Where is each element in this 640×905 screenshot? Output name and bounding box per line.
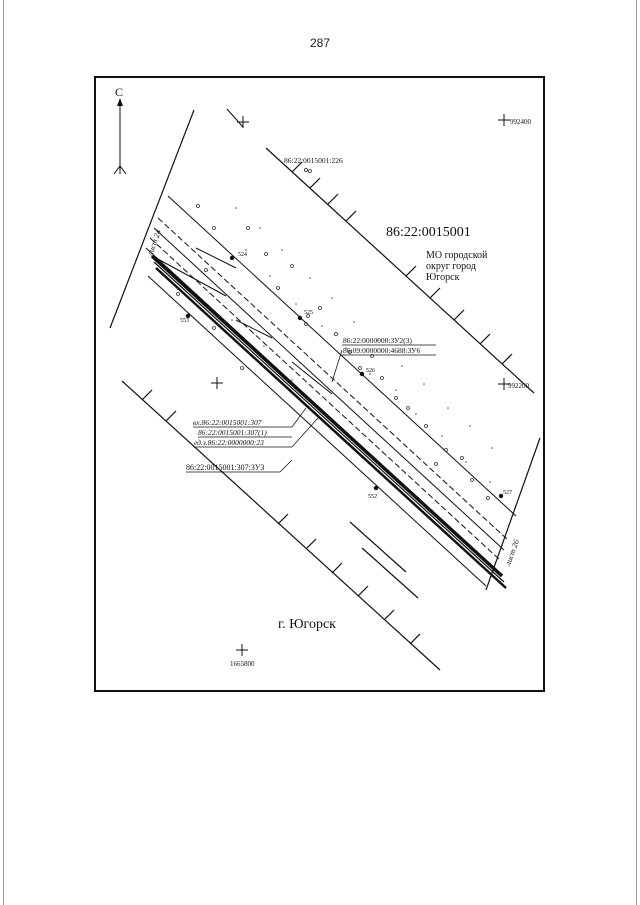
scan-edge-left: [3, 0, 4, 905]
point-524: 524: [238, 252, 247, 258]
parcel-307-label-3: ед.з.86:22:0000000:23: [194, 438, 264, 447]
coord-1665800: 1665800: [230, 660, 255, 668]
city-label: г. Югорск: [278, 617, 336, 632]
parcel-307-label-1: вх.86:22:0015001:307: [193, 418, 262, 427]
point-553: 553: [180, 318, 189, 324]
coord-992400: 992400: [510, 118, 531, 126]
sheet-label-left: лист 24: [145, 228, 164, 257]
sheet-label-right: лист 26: [503, 538, 522, 567]
north-label: С: [115, 85, 124, 99]
point-552: 552: [368, 494, 377, 500]
page-number: 287: [309, 36, 331, 50]
zu2-label-2: 86:09:0000000:4688:ЗУ6: [343, 346, 421, 355]
parcel-307-label-2: 86:22:0015001:307(1): [198, 428, 267, 437]
point-526: 526: [366, 368, 375, 374]
scan-edge-right: [636, 0, 637, 905]
owner-line-3: Югорск: [426, 272, 460, 283]
sheet-boundary-left: [110, 110, 194, 328]
survey-points: [186, 256, 503, 498]
north-arrow: [114, 85, 126, 174]
block-boundary-ne: [266, 148, 534, 393]
terrain-marks: [177, 170, 490, 500]
cadastral-map: [94, 76, 545, 692]
point-527: 527: [503, 490, 512, 496]
zu3-label: 86:22:0015001:307:ЗУ3: [186, 463, 265, 472]
map-canvas: [96, 78, 543, 690]
block-id-label: 86:22:0015001: [386, 225, 471, 240]
point-525: 525: [304, 310, 313, 316]
zu2-label-1: 86:22:0000000:ЗУ2(3): [343, 336, 412, 345]
parcel-226-label: 86:22:0015001:226: [284, 156, 343, 165]
owner-line-1: МО городской: [426, 250, 488, 261]
owner-line-2: округ город: [426, 261, 476, 272]
coord-992200: 992200: [508, 382, 529, 390]
